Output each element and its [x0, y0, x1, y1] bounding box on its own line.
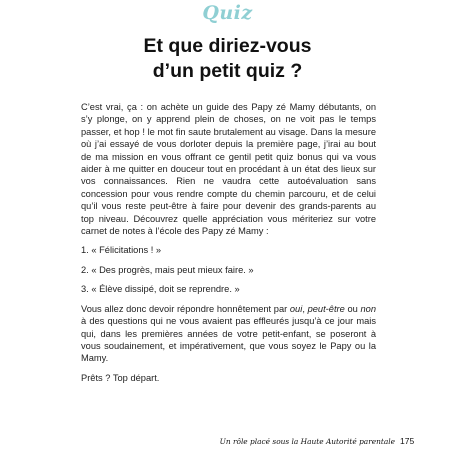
section-label: Quiz: [202, 2, 253, 24]
answer-oui: oui: [289, 303, 303, 314]
intro-paragraph: C’est vrai, ça : on achète un guide des Papy zé Mamy débutants, on s’y plonge, on y apprend plein de choses, on ne voit pas le temps passer, et hop ! le mot fin saute brutalement au visage. Dans la mesure où j’ai essayé de vous dorloter depuis la première page, j’irai au bout de ma mission en vous offrant ce gentil petit quiz bonus qui va vous aider à me quitter en douceur tout en procédant à un état des lieux sur vos connaissances. Rien ne vaudra cette autoévaluation sans concession pour vous rendre compte du chemin parcouru, et de celui qu’il vous reste peut-être à faire pour devenir des grands-parents au top niveau. Découvrez quelle appréciation vous mériteriez sur votre carnet de notes à l’école des Papy zé Mamy :: [81, 102, 376, 237]
page-number: 175: [400, 436, 415, 446]
separator-1: ,: [302, 303, 308, 314]
separator-2: ou: [344, 303, 361, 314]
instructions-after: à des questions qui ne vous avaient pas effleurés jusqu’à ce jour mais qui, dans les premières années de votre petit-enfant, se poseront à vous soudainement, et impérativement, que vous soyez le Papy ou la Mamy.: [81, 316, 376, 364]
title-line-2: d’un petit quiz ?: [152, 60, 303, 82]
instructions-before: Vous allez donc devoir répondre honnêtement par: [81, 303, 290, 314]
answer-peut-etre: peut-être: [307, 303, 345, 314]
instructions-paragraph: [81, 303, 376, 365]
body-text: [81, 101, 376, 391]
running-title: Un rôle placé sous la Haute Autorité parentale: [219, 437, 395, 446]
title-line-1: Et que diriez-vous: [143, 35, 312, 57]
option-item-3: 3. « Élève dissipé, doit se reprendre. »: [81, 284, 240, 295]
option-item-1: 1. « Félicitations ! »: [81, 245, 162, 256]
answer-non: non: [360, 303, 376, 314]
option-item-2: 2. « Des progrès, mais peut mieux faire. »: [81, 264, 254, 275]
page-title: [40, 34, 415, 84]
closing-line: Prêts ? Top départ.: [81, 372, 160, 383]
